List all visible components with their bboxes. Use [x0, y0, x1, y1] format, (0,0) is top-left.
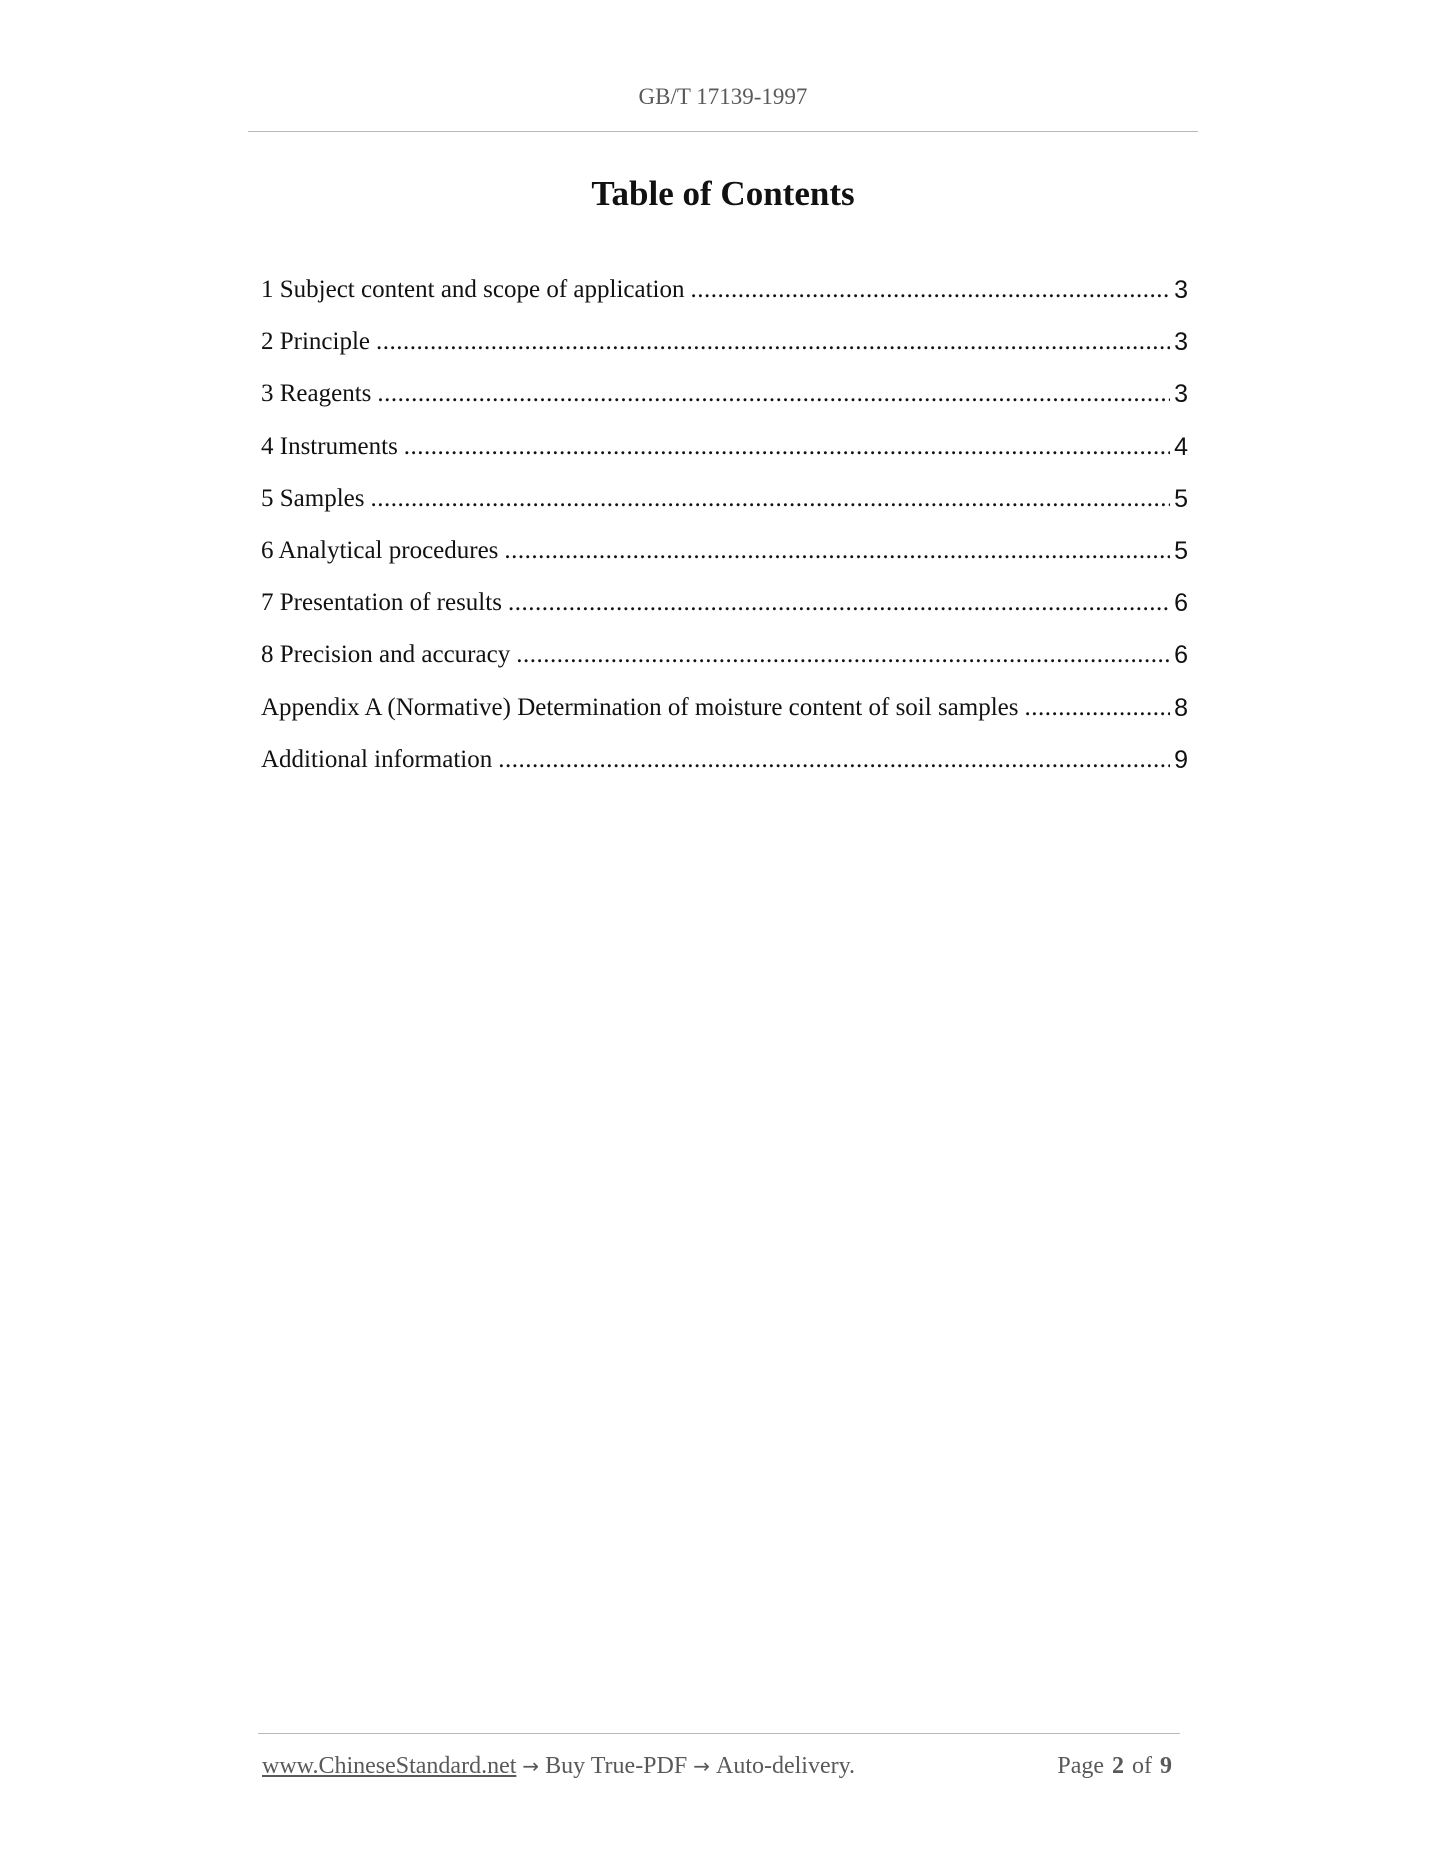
footer-divider — [258, 1733, 1180, 1734]
toc-entry-label: 3 Reagents — [261, 380, 372, 408]
toc-entry-label: 5 Samples — [261, 484, 365, 512]
toc-entry-label: 1 Subject content and scope of application — [261, 276, 685, 303]
toc-dot-leader — [691, 273, 1171, 307]
toc-entry-page: 3 — [1174, 276, 1188, 304]
current-page-number: 2 — [1112, 1753, 1124, 1779]
toc-entry-label: Appendix A (Normative) Determination of moisture content of soil samples — [261, 693, 1019, 721]
toc-entry[interactable] — [261, 586, 1188, 638]
toc-dot-leader — [370, 482, 1170, 516]
toc-entry[interactable] — [261, 638, 1188, 690]
toc-entry[interactable] — [261, 743, 1188, 795]
toc-entry-label: 7 Presentation of results — [261, 589, 502, 617]
toc-entry-label: 8 Precision and accuracy — [261, 641, 511, 669]
toc-dot-leader — [1024, 691, 1170, 725]
site-link[interactable]: www.ChineseStandard.net — [262, 1753, 517, 1779]
toc-entry-page: 6 — [1174, 641, 1188, 670]
page-number — [1057, 1753, 1180, 1780]
total-page-count: 9 — [1160, 1753, 1172, 1779]
toc-dot-leader — [516, 638, 1170, 672]
buy-pdf-text: Buy True-PDF — [545, 1753, 688, 1779]
document-id-header: GB/T 17139-1997 — [638, 84, 808, 109]
toc-list — [261, 273, 1188, 795]
toc-dot-leader — [377, 377, 1170, 411]
toc-entry-page: 8 — [1174, 693, 1188, 722]
toc-entry-page: 5 — [1174, 536, 1188, 565]
toc-dot-leader — [404, 430, 1170, 464]
right-arrow-icon: → — [522, 1754, 540, 1778]
toc-entry-label: 6 Analytical procedures — [261, 536, 499, 564]
toc-dot-leader — [504, 534, 1170, 568]
toc-entry[interactable] — [261, 430, 1188, 482]
toc-entry[interactable] — [261, 377, 1188, 429]
toc-entry-page: 4 — [1174, 432, 1188, 461]
header-divider — [248, 131, 1198, 132]
toc-entry-label: Additional information — [261, 745, 493, 773]
toc-dot-leader — [376, 325, 1170, 359]
toc-entry[interactable] — [261, 273, 1188, 325]
toc-entry-page: 9 — [1174, 745, 1188, 774]
toc-dot-leader — [498, 743, 1170, 777]
right-arrow-icon: → — [693, 1754, 710, 1778]
auto-delivery-text: Auto-delivery. — [715, 1753, 856, 1779]
footer-promo — [262, 1753, 855, 1780]
toc-entry-label: 4 Instruments — [261, 432, 398, 460]
toc-entry-page: 6 — [1174, 589, 1188, 618]
page-word: Page — [1057, 1753, 1104, 1779]
of-word: of — [1132, 1753, 1152, 1779]
toc-entry[interactable] — [261, 325, 1188, 377]
toc-entry[interactable] — [261, 534, 1188, 586]
toc-entry[interactable] — [261, 691, 1188, 743]
toc-dot-leader — [508, 586, 1170, 620]
toc-entry[interactable] — [261, 482, 1188, 534]
toc-entry-page: 3 — [1174, 328, 1188, 357]
toc-entry-label: 2 Principle — [261, 328, 371, 356]
page-title: Table of Contents — [591, 174, 855, 213]
toc-entry-page: 5 — [1174, 484, 1188, 513]
toc-entry-page: 3 — [1174, 380, 1188, 409]
